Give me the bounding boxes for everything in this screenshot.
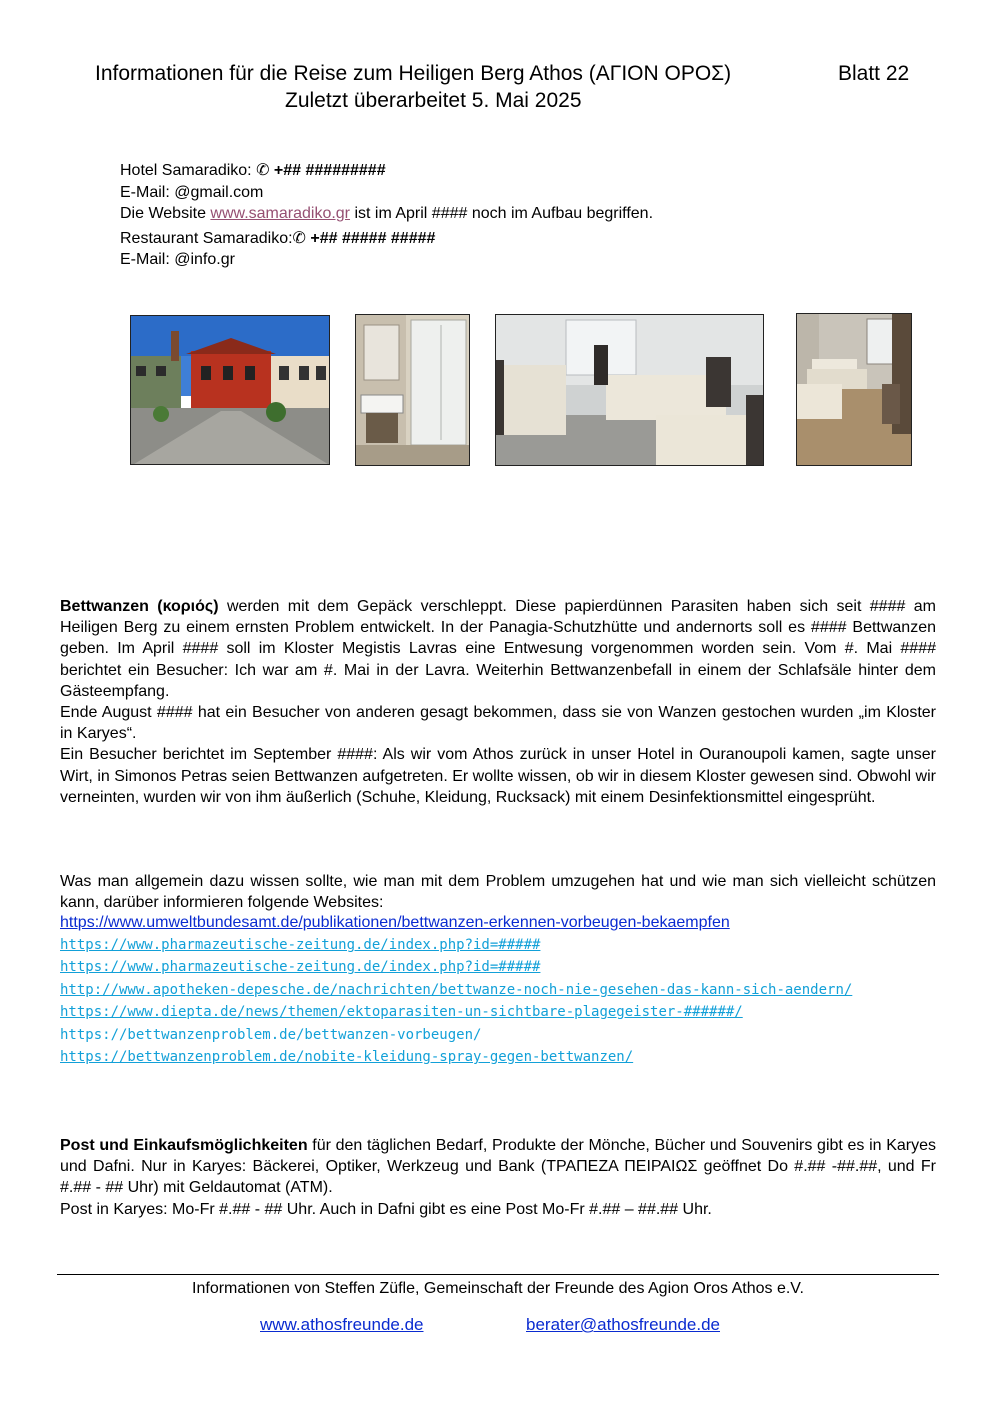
hotel-exterior-photo: [130, 315, 330, 465]
diepta-link[interactable]: https://www.diepta.de/news/themen/ektoparasiten-un-sichtbare-plagegeister-######/: [60, 1004, 743, 1021]
document-subtitle: Zuletzt überarbeitet 5. Mai 2025: [285, 89, 582, 112]
website-pre-text: Die Website: [120, 205, 211, 223]
footer-divider: [57, 1274, 939, 1275]
footer-credit: Informationen von Steffen Züfle, Gemeinschaft der Freunde des Agion Oros Athos e.V.: [192, 1280, 804, 1297]
hotel-phone: +## #########: [269, 162, 386, 179]
hotel-phone-line: [120, 160, 653, 182]
shopping-paragraph-1: [60, 1135, 936, 1199]
hotel-label: Hotel Samaradiko:: [120, 162, 257, 179]
contact-block: [120, 160, 653, 271]
samaradiko-website-link[interactable]: www.samaradiko.gr: [210, 205, 351, 223]
bedroom-three-beds-photo: [495, 314, 764, 466]
pharmazeutische-zeitung-link-1[interactable]: https://www.pharmazeutische-zeitung.de/index.php?id=#####: [60, 937, 541, 953]
bedbugs-paragraph-3: Ein Besucher berichtet im September ####: Als wir vom Athos zurück in unser Hotel in Ouranoupoli kamen, sagte unser Wirt, in Simonos Petras seien Bettwanzen aufgetreten. Er wollte wissen, ob wir in diesem Kloster gewesen sind. Obwohl wir verneinten, wurden wir von ihm äußerlich (Schuhe, Kleidung, Rucksack) mit einem Desinfektionsmittel eingesprüht.: [60, 746, 936, 806]
sheet-number: Blatt 22: [838, 62, 910, 85]
phone-icon: ✆: [256, 162, 270, 179]
bedbugs-section: [60, 596, 936, 808]
phone-icon: ✆: [292, 229, 306, 247]
bettwanzenproblem-vorbeugen-link[interactable]: https://bettwanzenproblem.de/bettwanzen-vorbeugen/: [60, 1026, 482, 1043]
shopping-section: [60, 1135, 936, 1220]
links-list: [60, 912, 940, 1068]
restaurant-email: E-Mail: @info.gr: [120, 251, 235, 269]
general-info-text: Was man allgemein dazu wissen sollte, wie man mit dem Problem umzugehen hat und wie man sich vielleicht schützen kann, darüber informieren folgende Websites:: [60, 873, 936, 912]
bedbugs-paragraph-1: [60, 596, 936, 702]
restaurant-phone: +## ##### #####: [305, 229, 436, 247]
bettwanzenproblem-nobite-link[interactable]: https://bettwanzenproblem.de/nobite-kleidung-spray-gegen-bettwanzen/: [60, 1049, 634, 1066]
umweltbundesamt-link[interactable]: https://www.umweltbundesamt.de/publikationen/bettwanzen-erkennen-vorbeugen-bekaempfen: [60, 914, 730, 931]
berater-email-link[interactable]: berater@athosfreunde.de: [526, 1315, 720, 1334]
restaurant-phone-line: [120, 228, 653, 250]
shopping-paragraph-2: Post in Karyes: Mo-Fr #.## - ## Uhr. Auch in Dafni gibt es eine Post Mo-Fr #.## – ##.## Uhr.: [60, 1200, 712, 1218]
shopping-term: Post und Einkaufsmöglichkeiten: [60, 1137, 308, 1154]
shopping-text-1: für den täglichen Bedarf, Produkte der Mönche, Bücher und Souvenirs gibt es in Karyes und Dafni. Nur in Karyes: Bäckerei, Optiker, Werkzeug und Bank (ΤΡΑΠΕΖΑ ΠΕΙΡΑΙΩΣ geöffnet Do #.## -##.##, und Fr #.## - ## Uhr) mit Geldautomat (ATM).: [60, 1137, 937, 1197]
website-line: [120, 203, 653, 225]
bedbugs-paragraph-2: Ende August #### hat ein Besucher von anderen gesagt bekommen, dass sie von Wanzen gestochen wurden „im Kloster in Karyes“.: [60, 704, 936, 743]
bathroom-photo: [355, 314, 470, 466]
pharmazeutische-zeitung-link-2[interactable]: https://www.pharmazeutische-zeitung.de/index.php?id=#####: [60, 959, 541, 976]
hotel-email: E-Mail: @gmail.com: [120, 183, 264, 201]
bedroom-window-photo: [796, 313, 912, 466]
document-title: Informationen für die Reise zum Heiligen Berg Athos (ΑΓΙΟΝ ΟΡΟΣ): [95, 62, 732, 85]
restaurant-label: Restaurant Samaradiko:: [120, 229, 293, 247]
bedbugs-text-1: werden mit dem Gepäck verschleppt. Diese papierdünnen Parasiten haben sich seit #### am Heiligen Berg zu einem ernsten Problem entwickelt. In der Panagia-Schutzhütte und andernorts soll es #### Bettwanzen geben. Im April #### soll im Kloster Megistis Lavras eine Entwesung vorgenommen worden sein. Vom #. Mai #### berichtet ein Besucher: Ich war am #. Mai in der Lavra. Weiterhin Bettwanzenbefall in einem der Schlafsäle hinter dem Gästeempfang.: [60, 598, 936, 700]
website-post-text: ist im April #### noch im Aufbau begriffen.: [350, 205, 654, 223]
athosfreunde-website-link[interactable]: www.athosfreunde.de: [260, 1315, 424, 1334]
apotheken-depesche-link[interactable]: http://www.apotheken-depesche.de/nachrichten/bettwanze-noch-nie-gesehen-das-kann-sich-aendern/: [60, 981, 853, 998]
bedbugs-term: Bettwanzen (κοριός): [60, 598, 219, 615]
